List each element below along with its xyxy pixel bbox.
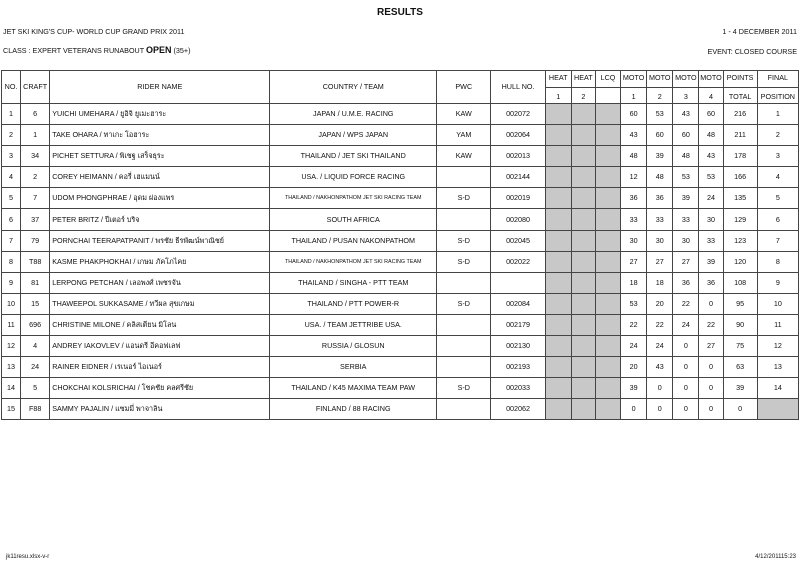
- cell-no: 3: [2, 146, 21, 167]
- cell-m1: 18: [621, 272, 647, 293]
- cell-no: 5: [2, 188, 21, 209]
- cell-pwc: [437, 336, 491, 357]
- cell-hull: 002193: [491, 357, 545, 378]
- cell-h2: [571, 146, 595, 167]
- cell-h1: [545, 209, 571, 230]
- col-moto-4: MOTO 4: [699, 71, 723, 104]
- cell-craft: 696: [21, 314, 50, 335]
- cell-pos: 5: [757, 188, 798, 209]
- cell-m4: 60: [699, 104, 723, 125]
- cell-rider: UDOM PHONGPHRAE / อุดม ผ่องแพร: [50, 188, 270, 209]
- cell-m1: 22: [621, 314, 647, 335]
- col-hull: HULL NO.: [491, 71, 545, 104]
- cell-lcq: [595, 209, 620, 230]
- cell-hull: 002022: [491, 251, 545, 272]
- cell-pos: 13: [757, 357, 798, 378]
- cell-total: 216: [723, 104, 757, 125]
- cell-hull: 002045: [491, 230, 545, 251]
- cell-country: THAILAND / NAKHONPATHOM JET SKI RACING TEAM: [270, 188, 437, 209]
- cell-m3: 0: [673, 399, 699, 420]
- cell-no: 13: [2, 357, 21, 378]
- cell-m3: 39: [673, 188, 699, 209]
- cell-total: 211: [723, 125, 757, 146]
- cell-hull: 002084: [491, 293, 545, 314]
- cell-m4: 48: [699, 125, 723, 146]
- cell-h1: [545, 314, 571, 335]
- cell-country: THAILAND / SINGHA - PTT TEAM: [270, 272, 437, 293]
- table-row: [2, 209, 799, 230]
- cell-hull: 002130: [491, 336, 545, 357]
- cell-m3: 30: [673, 230, 699, 251]
- cell-h2: [571, 188, 595, 209]
- cell-hull: 002144: [491, 167, 545, 188]
- cell-m1: 39: [621, 378, 647, 399]
- class-label: [3, 45, 191, 55]
- cell-pos: 8: [757, 251, 798, 272]
- event-dates: 1 - 4 DECEMBER 2011: [722, 27, 797, 36]
- cell-no: 12: [2, 336, 21, 357]
- cell-hull: [491, 272, 545, 293]
- cell-pwc: [437, 209, 491, 230]
- cell-total: 123: [723, 230, 757, 251]
- cell-total: 0: [723, 399, 757, 420]
- cell-pwc: KAW: [437, 104, 491, 125]
- cell-m4: 27: [699, 336, 723, 357]
- cell-m1: 53: [621, 293, 647, 314]
- cell-rider: COREY HEIMANN / คอรี่ เฮแมนน์: [50, 167, 270, 188]
- cell-country: JAPAN / WPS JAPAN: [270, 125, 437, 146]
- col-country: COUNTRY / TEAM: [270, 71, 437, 104]
- cell-h1: [545, 230, 571, 251]
- cell-pwc: S-D: [437, 378, 491, 399]
- cell-craft: 5: [21, 378, 50, 399]
- cell-pos: 2: [757, 125, 798, 146]
- cell-country: THAILAND / JET SKI THAILAND: [270, 146, 437, 167]
- table-row: [2, 146, 799, 167]
- cell-total: 108: [723, 272, 757, 293]
- cell-hull: 002033: [491, 378, 545, 399]
- table-row: [2, 314, 799, 335]
- cell-hull: 002179: [491, 314, 545, 335]
- cell-h1: [545, 399, 571, 420]
- cell-h1: [545, 357, 571, 378]
- cell-m2: 33: [647, 209, 673, 230]
- class-suffix: (35+): [171, 46, 191, 55]
- cell-rider: KASME PHAKPHOKHAI / เกษม ภัคโภไคย: [50, 251, 270, 272]
- cell-m3: 0: [673, 357, 699, 378]
- cell-pos: [757, 399, 798, 420]
- cell-rider: THAWEEPOL SUKKASAME / ทวีผล สุขเกษม: [50, 293, 270, 314]
- cell-m3: 33: [673, 209, 699, 230]
- cell-lcq: [595, 146, 620, 167]
- cell-m4: 36: [699, 272, 723, 293]
- cell-pos: 9: [757, 272, 798, 293]
- cell-pwc: S-D: [437, 230, 491, 251]
- cell-rider: SAMMY PAJALIN / แซมมี่ พาจาลิน: [50, 399, 270, 420]
- table-row: [2, 272, 799, 293]
- cell-country: THAILAND / NAKHONPATHOM JET SKI RACING TEAM: [270, 251, 437, 272]
- table-row: [2, 251, 799, 272]
- cell-lcq: [595, 378, 620, 399]
- cell-h2: [571, 104, 595, 125]
- cell-m3: 0: [673, 378, 699, 399]
- table-row: [2, 104, 799, 125]
- cell-m1: 33: [621, 209, 647, 230]
- cell-total: 39: [723, 378, 757, 399]
- cell-m2: 0: [647, 378, 673, 399]
- cell-total: 166: [723, 167, 757, 188]
- table-row: [2, 293, 799, 314]
- cell-m1: 43: [621, 125, 647, 146]
- cell-no: 2: [2, 125, 21, 146]
- cell-hull: 002062: [491, 399, 545, 420]
- cell-craft: 15: [21, 293, 50, 314]
- col-lcq: LCQ: [595, 71, 620, 104]
- cell-rider: PETER BRITZ / ปีเตอร์ บริจ: [50, 209, 270, 230]
- class-prefix: CLASS : EXPERT VETERANS RUNABOUT: [3, 46, 146, 55]
- cell-no: 6: [2, 209, 21, 230]
- table-row: [2, 399, 799, 420]
- cell-h2: [571, 378, 595, 399]
- cell-country: SOUTH AFRICA: [270, 209, 437, 230]
- cell-m1: 24: [621, 336, 647, 357]
- cell-total: 90: [723, 314, 757, 335]
- cell-h2: [571, 209, 595, 230]
- col-rider: RIDER NAME: [50, 71, 270, 104]
- cell-m4: 0: [699, 378, 723, 399]
- cell-pwc: [437, 314, 491, 335]
- cell-pos: 6: [757, 209, 798, 230]
- cell-pwc: [437, 272, 491, 293]
- cell-no: 11: [2, 314, 21, 335]
- col-moto-1: MOTO 1: [621, 71, 647, 104]
- cell-m2: 0: [647, 399, 673, 420]
- cell-craft: F88: [21, 399, 50, 420]
- cell-total: 178: [723, 146, 757, 167]
- cell-total: 129: [723, 209, 757, 230]
- cell-h2: [571, 293, 595, 314]
- cell-rider: LERPONG PETCHAN / เลอพงศ์ เพชรจัน: [50, 272, 270, 293]
- cell-m1: 60: [621, 104, 647, 125]
- cell-m2: 20: [647, 293, 673, 314]
- cell-no: 8: [2, 251, 21, 272]
- cell-h2: [571, 336, 595, 357]
- cell-pwc: YAM: [437, 125, 491, 146]
- cell-h2: [571, 230, 595, 251]
- table-row: [2, 188, 799, 209]
- cell-rider: RAINER EIDNER / เรเนอร์ ไอเนอร์: [50, 357, 270, 378]
- table-row: [2, 167, 799, 188]
- cell-country: USA. / TEAM JETTRIBE USA.: [270, 314, 437, 335]
- cell-country: USA. / LIQUID FORCE RACING: [270, 167, 437, 188]
- cell-m2: 36: [647, 188, 673, 209]
- col-points: POINTS TOTAL: [723, 71, 757, 104]
- cell-pos: 1: [757, 104, 798, 125]
- cell-h1: [545, 336, 571, 357]
- cell-craft: 24: [21, 357, 50, 378]
- table-row: [2, 230, 799, 251]
- cell-craft: 34: [21, 146, 50, 167]
- cell-no: 1: [2, 104, 21, 125]
- cell-lcq: [595, 272, 620, 293]
- col-no: NO.: [2, 71, 21, 104]
- cell-pwc: [437, 167, 491, 188]
- col-craft: CRAFT: [21, 71, 50, 104]
- cell-m3: 27: [673, 251, 699, 272]
- cell-m3: 43: [673, 104, 699, 125]
- cell-lcq: [595, 251, 620, 272]
- cell-craft: 37: [21, 209, 50, 230]
- cell-m1: 48: [621, 146, 647, 167]
- cell-hull: 002064: [491, 125, 545, 146]
- cell-m4: 30: [699, 209, 723, 230]
- cell-h1: [545, 272, 571, 293]
- cell-total: 95: [723, 293, 757, 314]
- table-row: [2, 378, 799, 399]
- cell-m3: 36: [673, 272, 699, 293]
- cell-craft: 2: [21, 167, 50, 188]
- table-header-row: [2, 71, 799, 104]
- cell-pwc: S-D: [437, 251, 491, 272]
- cell-hull: 002072: [491, 104, 545, 125]
- cell-rider: CHRISTINE MILONE / คลิสเตียน มิโลน: [50, 314, 270, 335]
- cell-h1: [545, 378, 571, 399]
- cell-pwc: [437, 357, 491, 378]
- class-open: OPEN: [146, 45, 172, 55]
- cell-m3: 24: [673, 314, 699, 335]
- cell-h1: [545, 251, 571, 272]
- cell-hull: 002080: [491, 209, 545, 230]
- cell-m4: 33: [699, 230, 723, 251]
- cell-country: JAPAN / U.M.E. RACING: [270, 104, 437, 125]
- cell-h1: [545, 125, 571, 146]
- cell-lcq: [595, 230, 620, 251]
- cell-h1: [545, 104, 571, 125]
- cell-h2: [571, 167, 595, 188]
- cell-lcq: [595, 104, 620, 125]
- cell-craft: T88: [21, 251, 50, 272]
- cell-country: THAILAND / K45 MAXIMA TEAM PAW: [270, 378, 437, 399]
- cell-h1: [545, 146, 571, 167]
- cell-country: SERBIA: [270, 357, 437, 378]
- table-row: [2, 125, 799, 146]
- cell-pwc: KAW: [437, 146, 491, 167]
- cell-m1: 27: [621, 251, 647, 272]
- cell-craft: 7: [21, 188, 50, 209]
- cell-m2: 27: [647, 251, 673, 272]
- cell-lcq: [595, 125, 620, 146]
- cell-m2: 24: [647, 336, 673, 357]
- event-name: JET SKI KING'S CUP- WORLD CUP GRAND PRIX 2011: [3, 27, 185, 36]
- cell-m3: 53: [673, 167, 699, 188]
- cell-no: 14: [2, 378, 21, 399]
- cell-lcq: [595, 314, 620, 335]
- col-moto-3: MOTO 3: [673, 71, 699, 104]
- cell-lcq: [595, 293, 620, 314]
- cell-m3: 60: [673, 125, 699, 146]
- cell-m1: 12: [621, 167, 647, 188]
- cell-m4: 0: [699, 399, 723, 420]
- cell-m3: 48: [673, 146, 699, 167]
- cell-hull: 002013: [491, 146, 545, 167]
- cell-no: 9: [2, 272, 21, 293]
- cell-rider: CHOKCHAI KOLSRICHAI / โชคชัย คลศรีชัย: [50, 378, 270, 399]
- cell-lcq: [595, 336, 620, 357]
- cell-pos: 12: [757, 336, 798, 357]
- cell-rider: TAKE OHARA / ทาเกะ โอฮาระ: [50, 125, 270, 146]
- col-final: FINAL POSITION: [757, 71, 798, 104]
- cell-h1: [545, 188, 571, 209]
- cell-rider: ANDREY IAKOVLEV / แอนดรี อีคอฟเลฟ: [50, 336, 270, 357]
- cell-craft: 81: [21, 272, 50, 293]
- cell-craft: 6: [21, 104, 50, 125]
- cell-m4: 0: [699, 357, 723, 378]
- cell-m2: 30: [647, 230, 673, 251]
- cell-total: 75: [723, 336, 757, 357]
- cell-hull: 002019: [491, 188, 545, 209]
- col-heat-1: HEAT 1: [545, 71, 571, 104]
- results-table: [1, 70, 799, 420]
- page-title: RESULTS: [377, 7, 423, 18]
- cell-m4: 39: [699, 251, 723, 272]
- cell-no: 10: [2, 293, 21, 314]
- cell-m2: 60: [647, 125, 673, 146]
- col-moto-2: MOTO 2: [647, 71, 673, 104]
- cell-m3: 0: [673, 336, 699, 357]
- cell-m2: 18: [647, 272, 673, 293]
- cell-craft: 79: [21, 230, 50, 251]
- footer-datetime: 4/12/201115:23: [755, 554, 796, 560]
- cell-m4: 53: [699, 167, 723, 188]
- cell-h2: [571, 314, 595, 335]
- event-type: EVENT: CLOSED COURSE: [707, 47, 797, 56]
- cell-m2: 43: [647, 357, 673, 378]
- cell-lcq: [595, 167, 620, 188]
- cell-country: THAILAND / PUSAN NAKONPATHOM: [270, 230, 437, 251]
- cell-rider: PORNCHAI TEERAPATPANIT / พรชัย ธีรพัฒน์พาณิชย์: [50, 230, 270, 251]
- cell-m2: 39: [647, 146, 673, 167]
- col-heat-2: HEAT 2: [571, 71, 595, 104]
- cell-craft: 1: [21, 125, 50, 146]
- cell-m4: 22: [699, 314, 723, 335]
- cell-pos: 4: [757, 167, 798, 188]
- cell-m1: 20: [621, 357, 647, 378]
- cell-h2: [571, 125, 595, 146]
- cell-m1: 30: [621, 230, 647, 251]
- cell-pos: 3: [757, 146, 798, 167]
- cell-pwc: S-D: [437, 188, 491, 209]
- cell-country: RUSSIA / GLOSUN: [270, 336, 437, 357]
- cell-no: 4: [2, 167, 21, 188]
- cell-country: THAILAND / PTT POWER-R: [270, 293, 437, 314]
- cell-total: 135: [723, 188, 757, 209]
- cell-pos: 14: [757, 378, 798, 399]
- cell-m4: 24: [699, 188, 723, 209]
- cell-h2: [571, 399, 595, 420]
- cell-h2: [571, 272, 595, 293]
- cell-lcq: [595, 188, 620, 209]
- cell-h2: [571, 357, 595, 378]
- cell-m2: 22: [647, 314, 673, 335]
- cell-m1: 36: [621, 188, 647, 209]
- table-row: [2, 336, 799, 357]
- cell-lcq: [595, 357, 620, 378]
- cell-m2: 48: [647, 167, 673, 188]
- cell-m3: 22: [673, 293, 699, 314]
- cell-pos: 7: [757, 230, 798, 251]
- cell-rider: PICHET SETTURA / พิเชฐ เสร็จธุระ: [50, 146, 270, 167]
- cell-rider: YUICHI UMEHARA / ยูอิจิ ยูเมะฮาระ: [50, 104, 270, 125]
- cell-total: 63: [723, 357, 757, 378]
- cell-total: 120: [723, 251, 757, 272]
- col-pwc: PWC: [437, 71, 491, 104]
- cell-no: 15: [2, 399, 21, 420]
- cell-h2: [571, 251, 595, 272]
- cell-country: FINLAND / 88 RACING: [270, 399, 437, 420]
- cell-pos: 10: [757, 293, 798, 314]
- cell-pwc: S-D: [437, 293, 491, 314]
- footer-file: jk11resu.xlsx-v-r: [6, 554, 50, 560]
- cell-craft: 4: [21, 336, 50, 357]
- table-row: [2, 357, 799, 378]
- cell-m4: 43: [699, 146, 723, 167]
- cell-pos: 11: [757, 314, 798, 335]
- cell-h1: [545, 293, 571, 314]
- cell-m1: 0: [621, 399, 647, 420]
- cell-pwc: [437, 399, 491, 420]
- cell-lcq: [595, 399, 620, 420]
- cell-m2: 53: [647, 104, 673, 125]
- cell-m4: 0: [699, 293, 723, 314]
- cell-no: 7: [2, 230, 21, 251]
- cell-h1: [545, 167, 571, 188]
